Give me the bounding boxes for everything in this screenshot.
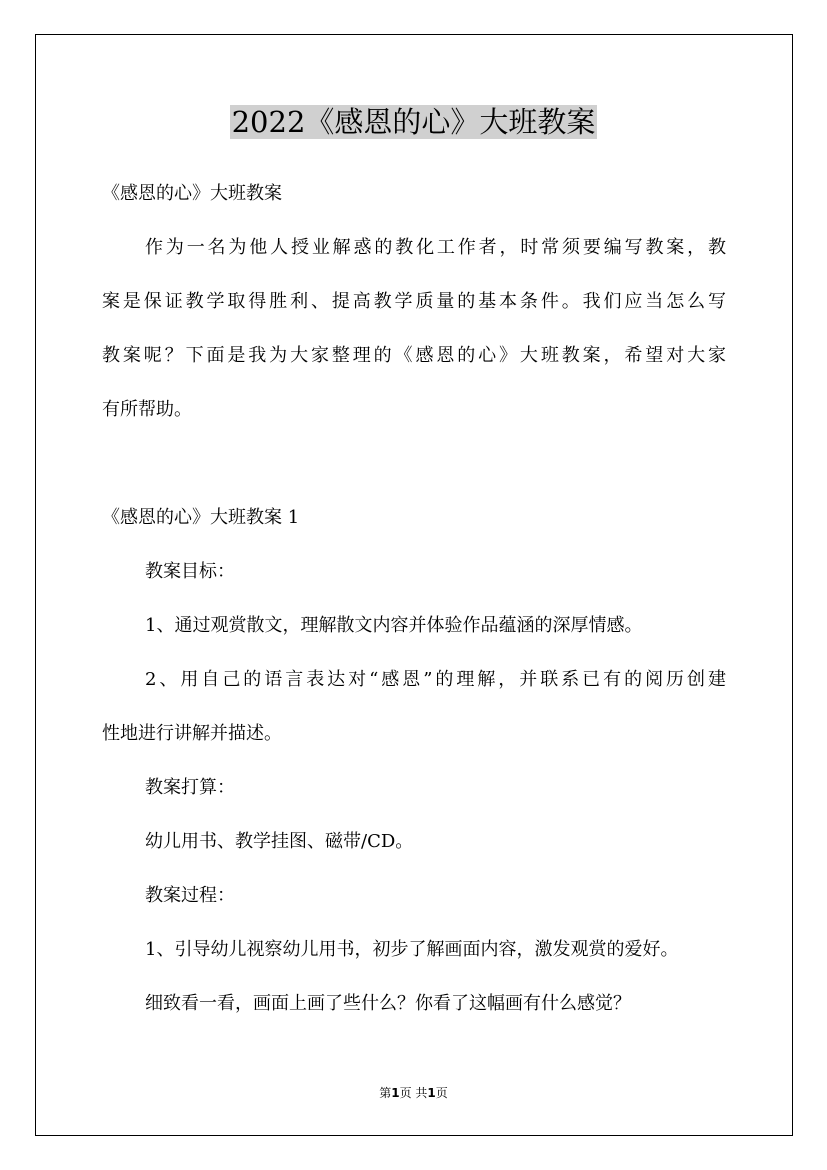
document-title <box>0 102 827 142</box>
section-heading: 《感恩的心》大班教案 1 <box>102 507 300 528</box>
footer-page-number: 1 <box>391 1086 400 1100</box>
intro-line-2: 案是保证教学取得胜利、提高教学质量的基本条件。我们应当怎么写 <box>102 291 726 312</box>
goals-label: 教案目标： <box>145 561 235 582</box>
process-label: 教案过程： <box>145 885 235 906</box>
goal-2-line-2: 性地进行讲解并描述。 <box>102 723 282 744</box>
page-footer <box>0 1083 827 1103</box>
process-step-1: 1、引导幼儿视察幼儿用书，初步了解画面内容，激发观赏的爱好。 <box>145 939 679 960</box>
intro-line-3: 教案呢？下面是我为大家整理的《感恩的心》大班教案，希望对大家 <box>102 345 726 366</box>
goal-2-line-1: 2、用自己的语言表达对“感恩”的理解，并联系已有的阅历创建 <box>145 669 726 690</box>
process-question: 细致看一看，画面上画了些什么？你看了这幅画有什么感觉？ <box>145 993 631 1014</box>
document-subtitle: 《感恩的心》大班教案 <box>102 183 282 204</box>
prep-label: 教案打算： <box>145 777 235 798</box>
intro-line-4: 有所帮助。 <box>102 399 192 420</box>
document-title-text: 2022《感恩的心》大班教案 <box>231 105 596 139</box>
footer-total-pages: 1 <box>427 1086 436 1100</box>
prep-items: 幼儿用书、教学挂图、磁带/CD。 <box>145 831 414 852</box>
intro-line-1: 作为一名为他人授业解惑的教化工作者，时常须要编写教案，教 <box>145 237 726 258</box>
goal-1: 1、通过观赏散文，理解散文内容并体验作品蕴涵的深厚情感。 <box>145 615 643 636</box>
footer-middle: 页 共 <box>399 1086 428 1100</box>
footer-prefix: 第 <box>379 1086 392 1100</box>
footer-suffix: 页 <box>435 1086 448 1100</box>
